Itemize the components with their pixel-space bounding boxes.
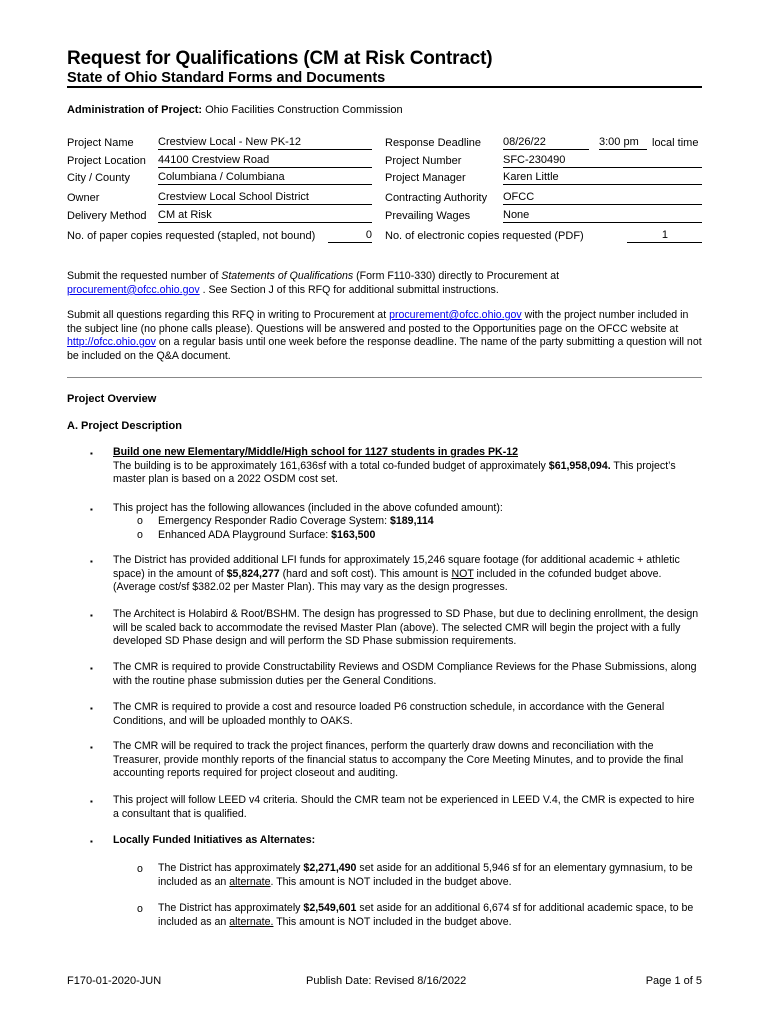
project-name-label: Project Name [67,137,134,149]
electronic-copies-value [627,229,702,243]
alt1-text-a: The District has approximately [158,862,304,874]
bullet-icon: ▪ [90,449,93,458]
bullet-icon: ▪ [90,743,93,752]
procurement-email-link-2[interactable]: procurement@ofcc.ohio.gov [389,309,522,321]
bullet-new-school-text-b: This project’s master plan is based on a 2022 OSDM cost set. [113,459,676,486]
paper-copies-label: No. of paper copies requested (stapled, not bound) [67,230,316,242]
contracting-authority-label: Contracting Authority [385,192,488,204]
bullet-new-school-text-a: The building is to be approximately 161,636sf with a total co-funded budget of approximately [113,459,549,472]
electronic-copies-label: No. of electronic copies requested (PDF) [385,230,584,242]
questions-paragraph [67,309,703,363]
allowance-playground-label: Enhanced ADA Playground Surface: [158,529,332,541]
bullet-icon: ▪ [90,664,93,673]
alt1-text-c: . This amount is NOT included in the budget above. [270,875,512,888]
bullet-new-school-title: Build one new Elementary/Middle/High school for 1127 students in grades PK-12 [113,446,519,458]
delivery-method-value: CM at Risk [158,209,372,223]
bullet-leed: This project will follow LEED v4 criteria. Should the CMR team not be experienced in LEED V.4, the CMR is expected to hire a consultant that is qualified. [113,794,695,820]
questions-text-a: Submit all questions regarding this RFQ in writing to Procurement at [67,309,390,321]
owner-value: Crestview Local School District [158,191,372,205]
lfi-text-b: (hard and soft cost). This amount is [279,567,452,580]
bullet-icon: ▪ [90,557,93,566]
bullet-new-school [113,446,703,487]
bullet-alternates-title: Locally Funded Initiatives as Alternates: [113,834,316,846]
allowance-playground [158,529,703,543]
response-deadline-value: 08/26/22 [503,136,589,150]
bullet-lfi-funds [113,554,703,595]
administration-line [67,104,403,116]
allowance-radio [158,515,703,529]
admin-value: Ohio Facilities Construction Commission [205,104,403,116]
alt1-alternate: alternate [229,875,271,888]
footer-page-number: Page 1 of 5 [645,975,702,987]
bullet-allowances: This project has the following allowances (included in the above cofunded amount): [113,502,503,514]
project-location-value: 44100 Crestview Road [158,154,372,168]
footer-form-id: F170-01-2020-JUN [67,975,162,987]
title-divider [67,86,702,88]
alt2-alternate: alternate. [229,915,274,928]
paper-copies-value: 0 [328,229,372,243]
contracting-authority-value: OFCC [503,191,702,205]
alt2-text-b: set aside for an additional 6,674 sf for additional academic space, to be included as an [158,902,694,928]
alternate-academic [158,902,703,929]
response-time-value: 3:00 pm [599,136,647,150]
alternate-gymnasium [158,862,703,889]
lfi-text-a: The District has provided additional LFI funds for approximately 15,246 square footage (for additional academic + athletic space) in the amount of [113,554,680,580]
lfi-not: NOT [451,567,474,580]
bullet-finances: The CMR will be required to track the project finances, perform the quarterly draw downs and reconciliation with the Treasurer, provide monthly reports of the financial status to accompany the Core Meeting Minutes, and to provide the final accounting reports required for project closeout and auditing. [113,740,684,780]
project-overview-heading: Project Overview [67,393,157,405]
electronic-copies-number: 1 [661,229,668,241]
submit-paragraph [67,270,703,297]
section-divider [67,377,702,378]
project-description-heading: A. Project Description [67,420,182,432]
procurement-email-link[interactable]: procurement@ofcc.ohio.gov [67,283,200,296]
alt1-text-b: set aside for an additional 5,946 sf for an elementary gymnasium, to be included as an [158,862,693,888]
document-title: Request for Qualifications (CM at Risk Contract) [67,48,493,69]
submit-text-b: (Form F110-330) directly to Procurement at [353,270,560,282]
admin-label: Administration of Project: [67,104,203,116]
bullet-constructability: The CMR is required to provide Constructability Reviews and OSDM Compliance Reviews for the Phase Submissions, along with the routine phase submission duties per the General Conditions. [113,661,697,687]
bullet-icon: ▪ [90,704,93,713]
sub-bullet-icon: o [137,515,143,527]
allowance-radio-label: Emergency Responder Radio Coverage System: [158,515,390,527]
allowance-playground-amount: $163,500 [331,529,376,541]
city-county-value: Columbiana / Columbiana [158,171,372,185]
project-name-value: Crestview Local - New PK-12 [158,136,372,150]
sub-bullet-icon: o [137,529,143,541]
budget-amount: $61,958,094. [548,459,611,472]
prevailing-wages-label: Prevailing Wages [385,210,471,222]
bullet-icon: ▪ [90,797,93,806]
questions-text-c: on a regular basis until one week before the response deadline. The name of the party submitting a question will not be included on the Q&A document. [67,336,702,362]
bullet-icon: ▪ [90,505,93,514]
questions-text-b: with the project number included in the subject line (no phone calls please). Questions will be answered and posted to the Opportunities page on the OFCC website at [67,309,689,335]
owner-label: Owner [67,192,100,204]
project-location-label: Project Location [67,155,146,167]
bullet-schedule: The CMR is required to provide a cost and resource loaded P6 construction schedule, in accordance with the General Conditions, and will be uploaded monthly to OAKS. [113,701,665,727]
lfi-text-c: included in the cofunded budget above. (Average cost/sf $382.02 per Master Plan). This may vary as the design progresses. [113,567,662,594]
local-time-label: local time [652,137,699,149]
allowance-radio-amount: $189,114 [390,515,434,527]
response-deadline-label: Response Deadline [385,137,482,149]
prevailing-wages-value: None [503,209,702,223]
ofcc-website-link[interactable]: http://ofcc.ohio.gov [67,336,156,349]
delivery-method-label: Delivery Method [67,210,147,222]
sub-bullet-icon: o [137,863,143,875]
sub-bullet-icon: o [137,903,143,915]
alt2-amount: $2,549,601 [303,902,357,914]
city-county-label: City / County [67,172,130,184]
submit-emphasis: Statements of Qualifications [221,270,354,282]
bullet-icon: ▪ [90,837,93,846]
project-manager-value: Karen Little [503,171,702,185]
bullet-icon: ▪ [90,611,93,620]
lfi-amount: $5,824,277 [226,567,280,580]
project-number-value: SFC-230490 [503,154,702,168]
alt1-amount: $2,271,490 [303,862,357,874]
alt2-text-a: The District has approximately [158,902,304,914]
submit-text-c: . See Section J of this RFQ for additional submittal instructions. [199,283,499,296]
submit-text-a: Submit the requested number of [67,270,222,282]
footer-publish-date: Publish Date: Revised 8/16/2022 [306,975,467,987]
project-manager-label: Project Manager [385,172,466,184]
document-subtitle: State of Ohio Standard Forms and Documents [67,70,386,86]
bullet-architect: The Architect is Holabird & Root/BSHM. The design has progressed to SD Phase, but due to declining enrollment, the design will be scaled back to accommodate the revised Master Plan (above). The selected CMR will begin the project with a fully developed SD Phase design and will perform the SD Phase submission requirements. [113,608,699,648]
alt2-text-c: This amount is NOT included in the budget above. [273,915,512,928]
project-number-label: Project Number [385,155,462,167]
